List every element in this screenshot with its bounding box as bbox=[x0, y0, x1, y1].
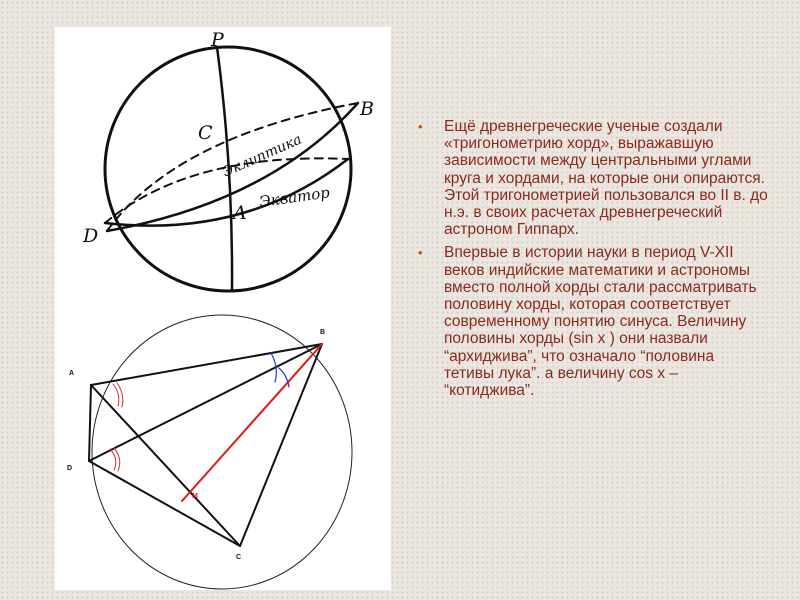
label-ecliptic: Эклиптика bbox=[220, 131, 305, 181]
label-C: C bbox=[198, 122, 213, 144]
chord-DC bbox=[89, 461, 240, 546]
bullet-item-chords bbox=[418, 118, 768, 238]
bullet-list bbox=[418, 118, 768, 399]
bullet-text: Ещё древнегреческие ученые создали «тригонометрию хорд», выражавшую зависимости между центральными углами круга и хордами, на которые они опираются. Этой тригонометрией пользовался во II в. до н.э. в своих расчетах древнегреческий астроном Гиппарх. bbox=[444, 118, 768, 239]
label-equator: Экватор bbox=[258, 183, 331, 211]
bullet-marker: • bbox=[418, 245, 423, 261]
chord-circle-labels bbox=[67, 329, 325, 561]
text-block bbox=[418, 118, 768, 405]
point-label-D: D bbox=[67, 465, 73, 472]
point-label-A: A bbox=[69, 370, 75, 377]
median-BM bbox=[182, 344, 322, 501]
label-D: D bbox=[83, 225, 99, 247]
bullet-text: Впервые в истории науки в период V-XII веков индийские математики и астрономы вместо полной хорды стали рассматривать половину хорды, которая соответствует современному понятию синуса. Величину половины хорды (sin x ) они назвали “архиджива”, что означало “половина тетивы лука”. а величину cos x – “котиджива”. bbox=[444, 244, 757, 400]
bullet-item-sine bbox=[418, 244, 768, 399]
point-label-B: B bbox=[320, 329, 326, 336]
chord-circle-figure bbox=[89, 315, 352, 589]
point-label-C: C bbox=[236, 554, 242, 561]
label-P: P bbox=[211, 29, 224, 51]
bullet-marker: • bbox=[418, 119, 423, 134]
chord-AC bbox=[91, 385, 240, 546]
label-B: B bbox=[360, 98, 374, 120]
angle-mark-A bbox=[113, 384, 119, 406]
chord-BC bbox=[240, 344, 322, 546]
celestial-sphere-labels bbox=[82, 29, 374, 247]
angle-mark-D bbox=[110, 449, 116, 470]
figures-svg bbox=[55, 27, 391, 590]
chord-AD bbox=[89, 385, 91, 461]
point-label-M: M bbox=[192, 493, 198, 500]
label-A: A bbox=[233, 202, 247, 224]
circle-outline bbox=[92, 315, 352, 589]
figure-panel bbox=[55, 27, 391, 590]
